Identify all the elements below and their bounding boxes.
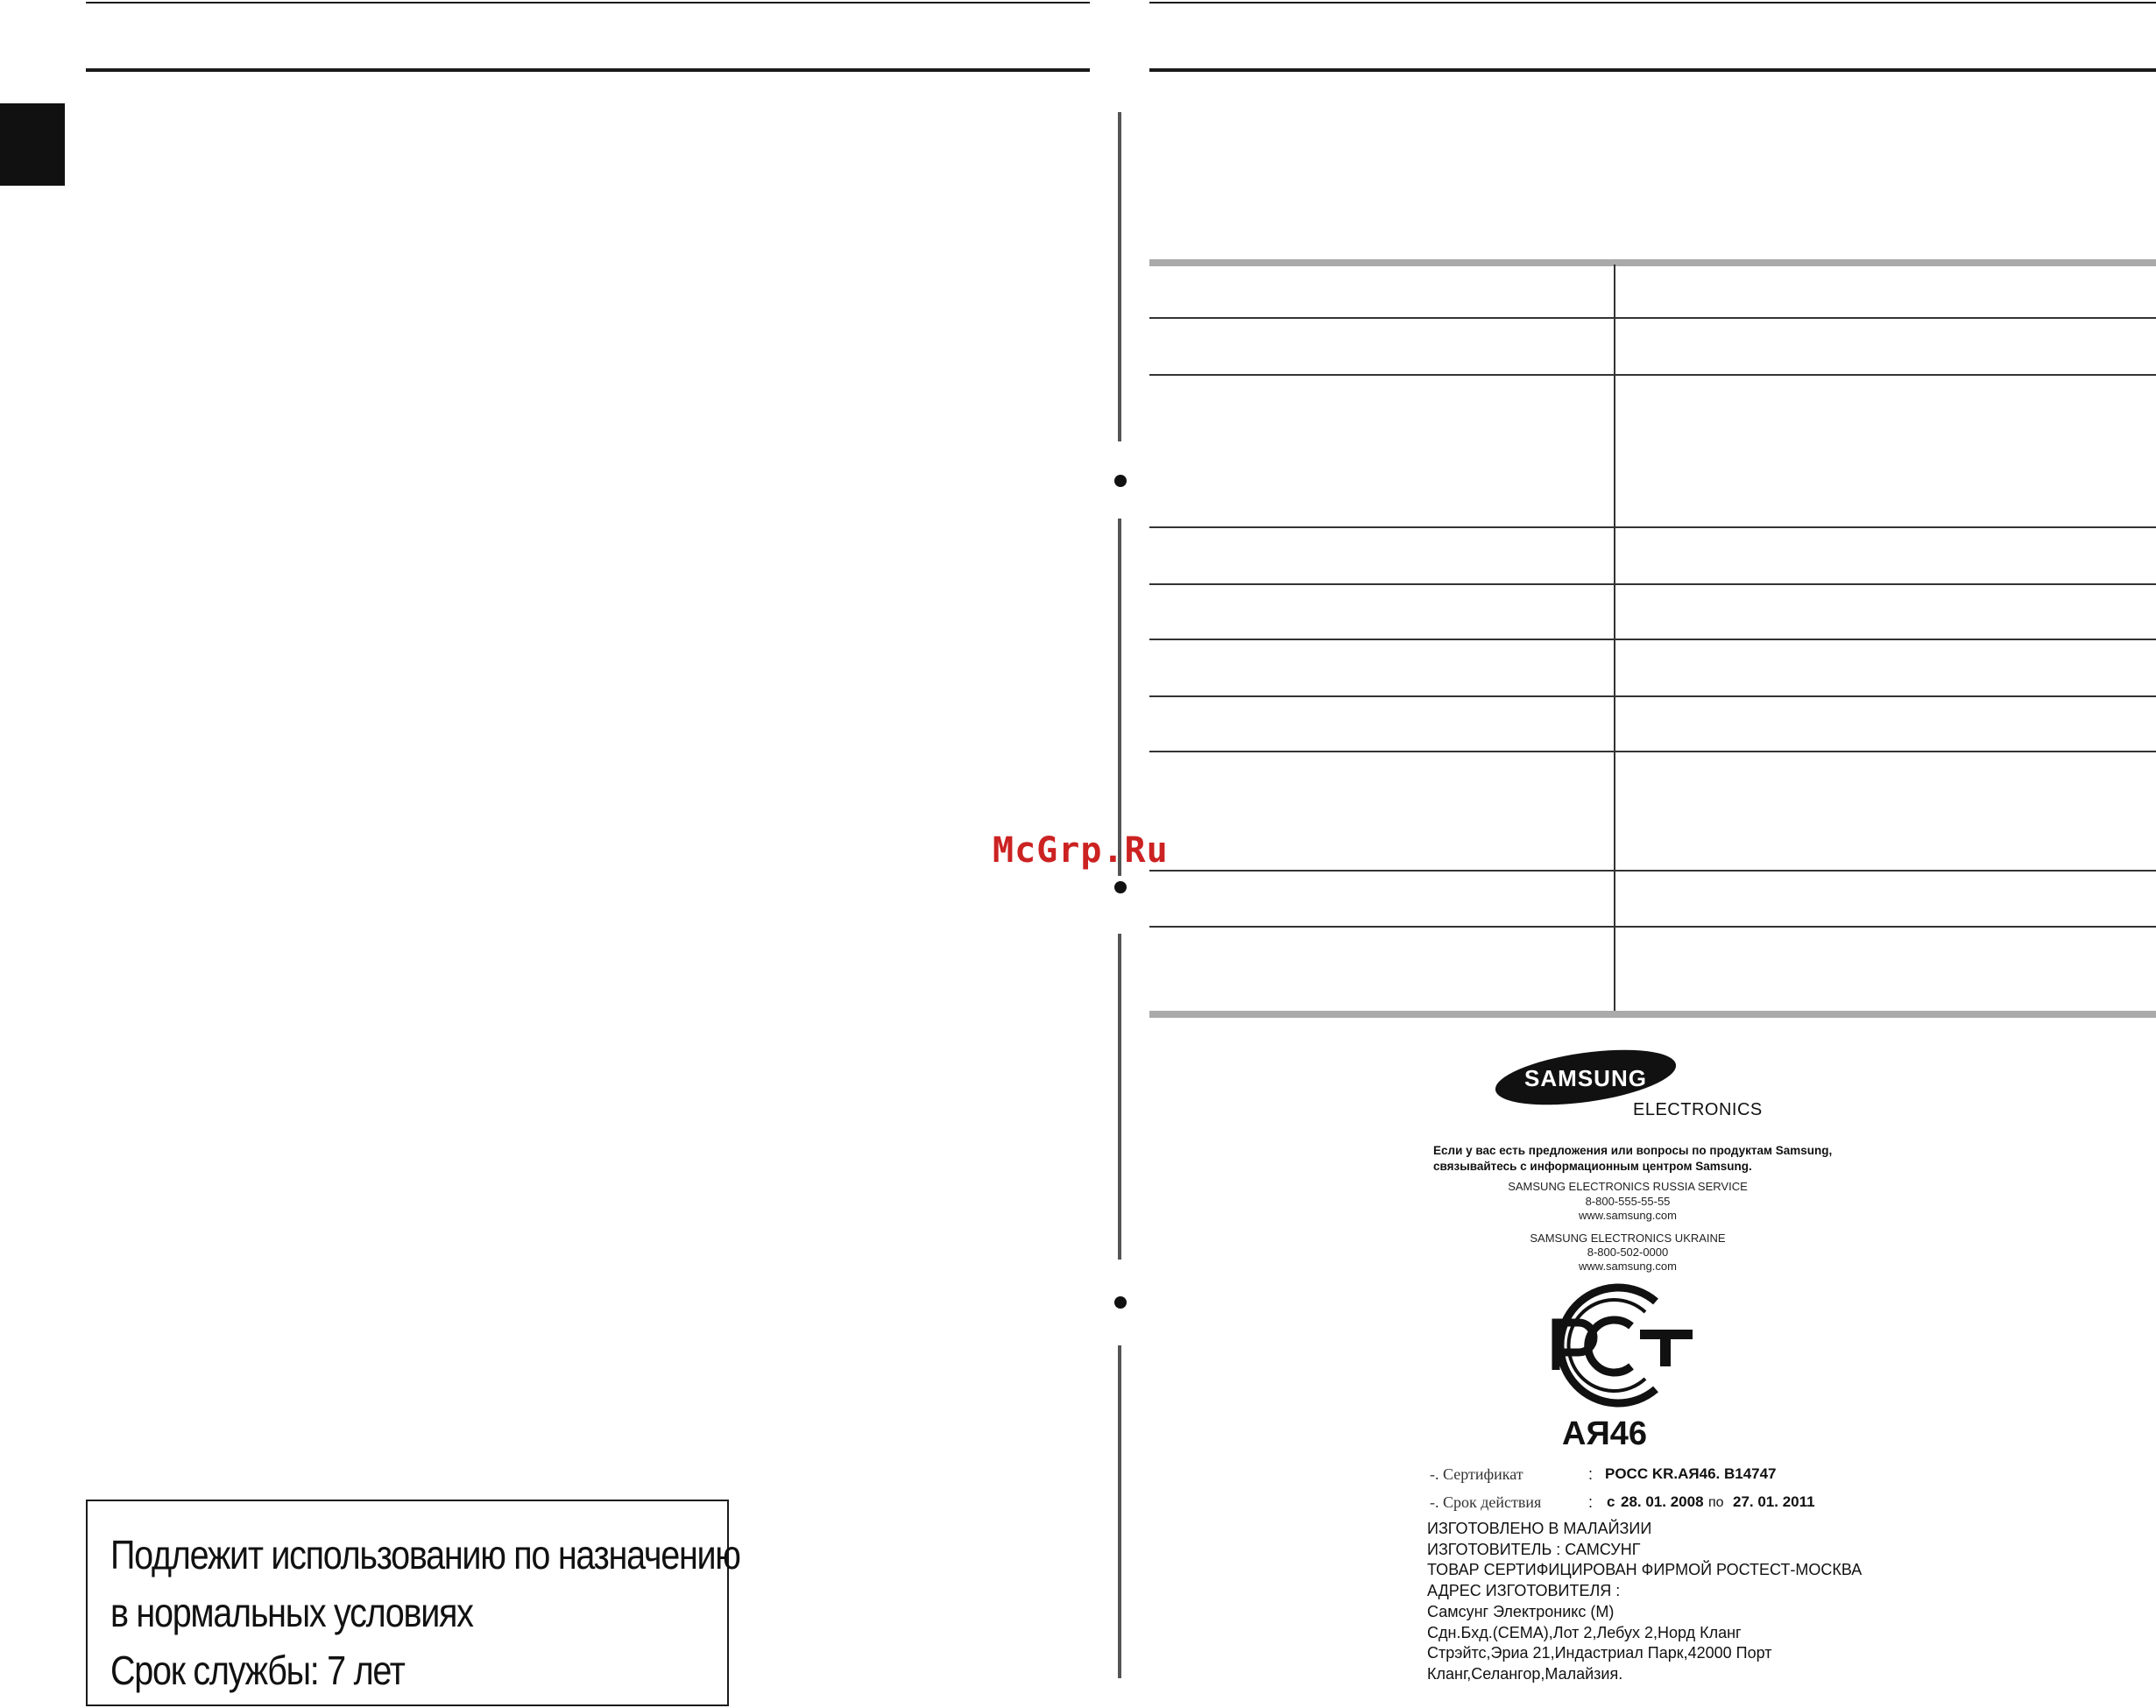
left-header-top-rule (86, 2, 1090, 4)
manufacturer-line-6: Сдн.Бхд.(СЕМА),Лот 2,Лебух 2,Норд Кланг (1427, 1624, 1742, 1641)
manufacturer-line-5: Самсунг Электроникс (М) (1427, 1603, 1615, 1620)
manufacturer-line-8: Кланг,Селангор,Малайзия. (1427, 1665, 1623, 1683)
contact-prompt-line-2: связывайтесь с информационным центром Samsung. (1433, 1160, 1752, 1173)
validity-label: -. Срок действия (1430, 1493, 1542, 1511)
notice-line-1: Подлежит использованию по назначению (110, 1532, 740, 1577)
certificate-label: -. Сертификат (1430, 1465, 1523, 1483)
validity-from: 28. 01. 2008 (1621, 1493, 1704, 1510)
certification-code: АЯ46 (1562, 1415, 1648, 1452)
validity-to: 27. 01. 2011 (1733, 1493, 1815, 1510)
binding-line-segment-4 (1118, 1345, 1121, 1678)
notice-line-2: в нормальных условиях (110, 1590, 473, 1635)
table-row-divider (1149, 695, 2156, 697)
left-header-bottom-rule (86, 68, 1090, 72)
usage-notice-box (86, 1500, 740, 1706)
table-row-divider (1149, 583, 2156, 585)
binding-hole-icon (1114, 475, 1127, 487)
validity-from-prefix: с (1607, 1493, 1615, 1510)
spec-table-bottom-border (1149, 1011, 2156, 1018)
right-header-top-rule (1149, 2, 2156, 4)
manufacturer-line-2: ИЗГОТОВИТЕЛЬ : САМСУНГ (1427, 1541, 1641, 1558)
notice-line-3: Срок службы: 7 лет (110, 1648, 405, 1693)
spec-table-top-border (1149, 259, 2156, 266)
ukraine-service-web: www.samsung.com (1579, 1260, 1677, 1273)
contact-prompt-line-1: Если у вас есть предложения или вопросы по продуктам Samsung, (1433, 1144, 1833, 1157)
binding-line-segment-2 (1118, 519, 1121, 876)
right-header-bottom-rule (1149, 68, 2156, 72)
manufacturer-line-1: ИЗГОТОВЛЕНО В МАЛАЙЗИИ (1427, 1520, 1652, 1537)
certificate-separator: : (1588, 1465, 1594, 1483)
watermark-text: McGrp.Ru (993, 830, 1169, 871)
table-row-divider (1149, 870, 2156, 872)
manufacturer-line-7: Стрэйтс,Эриа 21,Индастриал Парк,42000 Порт (1427, 1644, 1772, 1662)
table-row-divider (1149, 751, 2156, 752)
validity-separator: : (1588, 1493, 1594, 1511)
binding-hole-icon (1114, 881, 1127, 893)
certificate-value: POCC KR.АЯ46. B14747 (1605, 1465, 1777, 1482)
table-row-divider (1149, 926, 2156, 928)
section-tab-marker (0, 103, 65, 186)
brand-name: SAMSUNG (1524, 1065, 1647, 1091)
russia-service-name: SAMSUNG ELECTRONICS RUSSIA SERVICE (1508, 1180, 1748, 1193)
manufacturer-line-3: ТОВАР СЕРТИФИЦИРОВАН ФИРМОЙ РОСТЕСТ-МОСКВА (1427, 1561, 1863, 1578)
binding-hole-icon (1114, 1296, 1127, 1309)
manufacturer-line-4: АДРЕС ИЗГОТОВИТЕЛЯ : (1427, 1582, 1621, 1599)
russia-service-phone: 8-800-555-55-55 (1585, 1195, 1671, 1208)
table-row-divider (1149, 317, 2156, 319)
pct-certification-mark-icon (1524, 1281, 1700, 1410)
table-row-divider (1149, 639, 2156, 640)
table-row-divider (1149, 374, 2156, 376)
russia-service-web: www.samsung.com (1579, 1209, 1677, 1222)
validity-to-prefix: по (1708, 1495, 1724, 1510)
ukraine-service-name: SAMSUNG ELECTRONICS UKRAINE (1530, 1232, 1726, 1245)
ukraine-service-phone: 8-800-502-0000 (1587, 1246, 1669, 1259)
brand-sub: ELECTRONICS (1633, 1100, 1763, 1119)
table-row-divider (1149, 526, 2156, 528)
samsung-logo-icon (1489, 1048, 1787, 1142)
binding-line-segment-3 (1118, 934, 1121, 1260)
binding-line-segment-1 (1118, 112, 1121, 441)
